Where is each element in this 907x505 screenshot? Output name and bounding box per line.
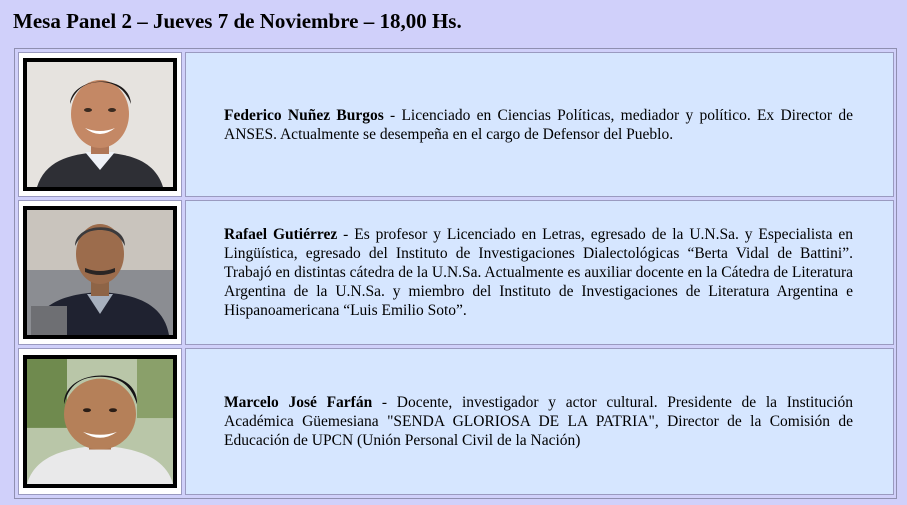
panelist-bio: Docente, investigador y actor cultural. Presidente de la Institución Académica Güemesiana "SENDA GLORIOSA DE LA PATRIA", Director de la Comisión de Educación de UPCN (Unión Personal Civil de la Nación) bbox=[224, 394, 854, 449]
panelist-name: Federico Nuñez Burgos bbox=[224, 106, 384, 124]
bio-cell bbox=[185, 200, 894, 345]
panelists-table bbox=[14, 48, 897, 499]
panelist-row bbox=[18, 200, 894, 345]
panelist-bio-paragraph bbox=[224, 106, 853, 144]
photo-cell bbox=[18, 52, 182, 197]
photo-cell bbox=[18, 200, 182, 345]
panelist-row bbox=[18, 348, 894, 495]
bio-cell bbox=[185, 52, 894, 197]
panel-title: Mesa Panel 2 – Jueves 7 de Noviembre – 18,00 Hs. bbox=[13, 9, 462, 33]
panelist-photo-farfan bbox=[23, 355, 177, 488]
panelist-bio-paragraph bbox=[224, 393, 853, 450]
name-separator: - bbox=[372, 394, 397, 411]
bio-cell bbox=[185, 348, 894, 495]
panelist-bio: Licenciado en Ciencias Políticas, mediador y político. Ex Director de ANSES. Actualmente se desempeña en el cargo de Defensor del Pueblo. bbox=[224, 106, 853, 143]
name-separator: - bbox=[337, 226, 355, 243]
panelist-row bbox=[18, 52, 894, 197]
panelist-name: Rafael Gutiérrez bbox=[224, 226, 338, 243]
panelist-name: Marcelo José Farfán bbox=[224, 394, 373, 411]
panelist-photo-gutierrez bbox=[23, 206, 177, 339]
photo-cell bbox=[18, 348, 182, 495]
name-separator: - bbox=[383, 106, 402, 124]
panelist-photo-nunez-burgos bbox=[23, 58, 177, 191]
panelist-bio-paragraph bbox=[224, 225, 853, 320]
panelist-bio: Es profesor y Licenciado en Letras, egresado de la U.N.Sa. y Especialista en Lingüística, egresado del Instituto de Investigaciones Dialectológicas “Berta Vidal de Battini”. Trabajó en distintas cátedra de la U.N.Sa. Actualmente es auxiliar docente en la Cátedra de Literatura Argentina de la U.N.Sa. y miembro del Instituto de Investigaciones de Literatura Argentina e Hispanoamericana “Luis Emilio Soto”. bbox=[224, 226, 854, 319]
